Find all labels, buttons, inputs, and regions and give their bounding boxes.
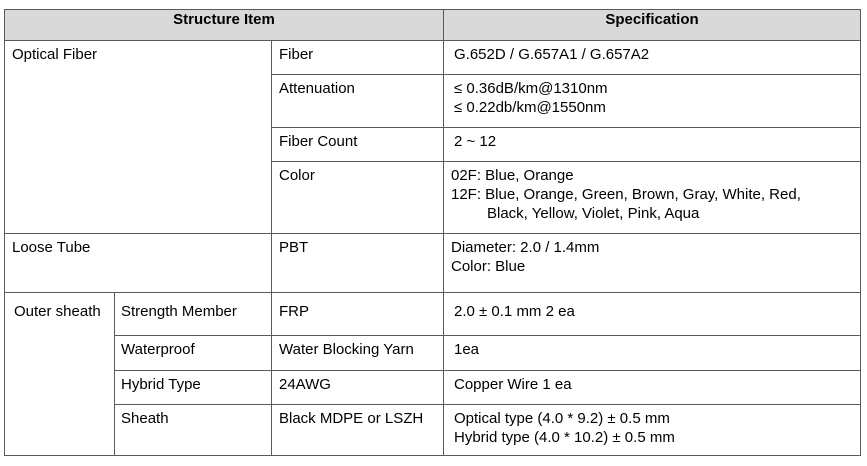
attenuation-spec (444, 75, 861, 128)
outer-sheath-label: Outer sheath (5, 293, 115, 456)
fiber-item: Fiber (272, 41, 444, 75)
sheath-spec-line: Optical type (4.0 * 9.2) ± 0.5 mm (454, 410, 670, 427)
sheath-item: Black MDPE or LSZH (272, 405, 444, 456)
sheath-name: Sheath (115, 405, 272, 456)
waterproof-name: Waterproof (115, 336, 272, 371)
loose-tube-spec-line: Diameter: 2.0 / 1.4mm (451, 239, 600, 256)
table-row (5, 371, 861, 405)
color-spec (444, 162, 861, 234)
specification-table (4, 9, 861, 456)
fiber-spec: G.652D / G.657A1 / G.657A2 (444, 41, 861, 75)
sheath-spec (444, 405, 861, 456)
attenuation-item: Attenuation (272, 75, 444, 128)
color-item: Color (272, 162, 444, 234)
color-spec-line: 12F: Blue, Orange, Green, Brown, Gray, White, Red, (451, 186, 801, 203)
table-row (5, 41, 861, 75)
structure-item-header: Structure Item (5, 10, 444, 41)
hybrid-type-name: Hybrid Type (115, 371, 272, 405)
table-row (5, 234, 861, 293)
color-spec-line: Black, Yellow, Violet, Pink, Aqua (487, 205, 700, 222)
table-row (5, 293, 861, 336)
table-row (5, 405, 861, 456)
hybrid-type-item: 24AWG (272, 371, 444, 405)
strength-member-spec: 2.0 ± 0.1 mm 2 ea (444, 293, 861, 336)
table-header-row (5, 10, 861, 41)
attenuation-spec-line: ≤ 0.22db/km@1550nm (454, 99, 606, 116)
attenuation-spec-line: ≤ 0.36dB/km@1310nm (454, 80, 608, 97)
fiber-count-spec: 2 ~ 12 (444, 128, 861, 162)
loose-tube-spec-line: Color: Blue (451, 258, 526, 275)
loose-tube-item: PBT (272, 234, 444, 293)
optical-fiber-label: Optical Fiber (5, 41, 272, 234)
loose-tube-label: Loose Tube (5, 234, 272, 293)
loose-tube-spec (444, 234, 861, 293)
hybrid-type-spec: Copper Wire 1 ea (444, 371, 861, 405)
strength-member-name: Strength Member (115, 293, 272, 336)
waterproof-item: Water Blocking Yarn (272, 336, 444, 371)
table-row (5, 336, 861, 371)
fiber-count-item: Fiber Count (272, 128, 444, 162)
strength-member-item: FRP (272, 293, 444, 336)
sheath-spec-line: Hybrid type (4.0 * 10.2) ± 0.5 mm (454, 429, 675, 446)
specification-header: Specification (444, 10, 861, 41)
waterproof-spec: 1ea (444, 336, 861, 371)
color-spec-line: 02F: Blue, Orange (451, 167, 574, 184)
